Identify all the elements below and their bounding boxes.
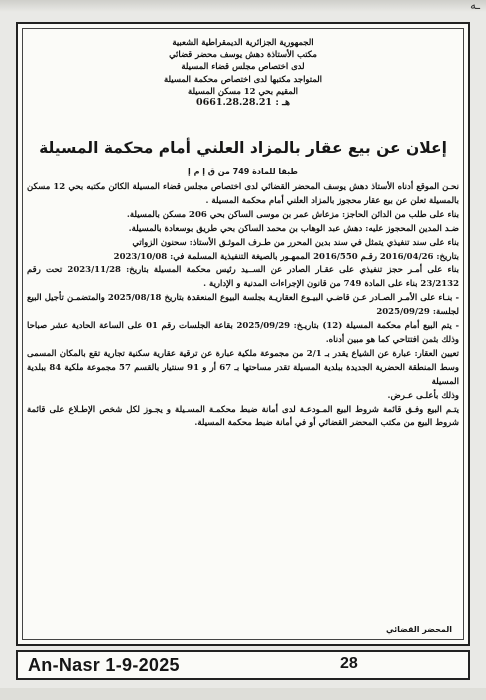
paragraph-creditor: بناء على طلب من الدائن الحاجز: مزعاش عمر بن موسى الساكن بحي 206 مسكن بالمسيلة.	[126, 209, 459, 220]
signature-bailiff: المحضر القضائي	[385, 625, 452, 634]
paragraph-seizure-order: بناء على أمـر حجز تنفيذي على عقـار الصادر عن الســيد رئيس محكمة المسيلة بتاريخ: 2023/11/28 تحت رقم 23/2132 بناء على المادة 749 من قانون الإجراءات المدنية و الإدارية .	[27, 265, 459, 290]
office-header	[18, 36, 468, 109]
paragraph-debtor: ضـد المدين المحجوز عليه: دهش عبد الوهاب بن محمد الساكن بحي طريق بوسعادة بالمسيلة.	[128, 223, 459, 234]
paragraph-deed-date: بتاريخ: 2016/04/26 رقـم 2016/550 الممهـور بالصيغة التنفيذية المسلمة في: 2023/10/08	[113, 251, 459, 262]
paragraph-intro: نحـن الموقع أدناه الأستاذ دهش يوسف المحضر القضائي لدى اختصاص مجلس قضاء المسيلة الكائن مكتبه بحي 12 مسكن بالمسيلة تعلن عن بيع عقار محجوز بالمزاد العلني أمام محكمة المسيلة .	[27, 182, 459, 206]
announcement-title: إعلان عن بيع عقار بالمزاد العلني أمام محكمة المسيلة	[39, 139, 447, 157]
header-line-court: المتواجد مكتبها لدى اختصاص محكمة المسيلة	[164, 73, 322, 84]
paragraph-highest-bid: وذلك بأعلـى عـرض.	[387, 390, 459, 401]
header-line-office: مكتب الأستاذة دهش يوسف محضر قضائي	[169, 49, 317, 60]
page-top-edge	[0, 0, 486, 12]
paragraph-sale-conditions: يتـم البيع وفـق قائمة شروط البيع المـودعـة لدى أمانة ضبط محكمـة المسـيلة و يجـوز لكل شخص الإطـلاع على قائمة شروط البيع من مكتب المحضر القضائي أو في أمانة ضبط محكمة المسيلة.	[27, 404, 459, 429]
paragraph-postponement: - بنـاء على الأمـر الصـادر عـن قاضـي البيـوع العقاريـة بجلسة البيوع المنعقدة بتاريخ 2025/08/18 والمتضمـن تأجيل البيع لجلسة: 2025/09/29	[27, 293, 459, 318]
page-corner-mark: ـه	[470, 0, 480, 12]
paragraph-title-deed: بناء على سند تنفيذي يتمثل في سند بدين المحرر من طـرف الموثـق الأستاذ: سحنون الزواتي	[132, 237, 459, 248]
announcement-subtitle: طبقا للمادة 749 من ق إ م إ	[188, 167, 298, 176]
newspaper-footer	[16, 650, 470, 680]
header-line-address: المقيم بحي 12 مسكن المسيلة	[187, 85, 299, 96]
header-line-republic: الجمهورية الجزائرية الديمقراطية الشعبية	[172, 37, 314, 47]
announcement-frame	[16, 22, 470, 646]
newspaper-brand-date: An-Nasr 1-9-2025	[28, 655, 180, 675]
paragraph-property-description: تعيين العقار: عبارة عن الشياع يقدر بـ 2/1 من مجموعة ملكية عبارة عن ترقية عقارية سكنية تجارية تقع بالمكان المسمى وسط المنطقة الحضرية الجديدة ببلدية المسيلة تقدر مساحتها بـ 67 أر و 91 سنتيار بالقسم 57 مجموعة ملكية 84 ببلدية المسيلة	[27, 348, 459, 387]
header-line-court-council: لدى اختصاص مجلس قضاء المسيلة	[181, 61, 305, 72]
announcement-body	[27, 181, 459, 431]
page-bottom-edge	[0, 688, 486, 700]
header-line-phone: هـ : 0661.28.28.21	[196, 97, 290, 109]
paragraph-sale-date: - يتم البيع أمام محكمة المسيلة (12) بتاريـخ: 2025/09/29 بقاعة الجلسات رقم 01 على الساعة الحادية عشر صباحا وذلك بثمن افتتاحي كما هو مبين أدناه.	[27, 321, 459, 345]
page-number: 28	[340, 655, 358, 672]
